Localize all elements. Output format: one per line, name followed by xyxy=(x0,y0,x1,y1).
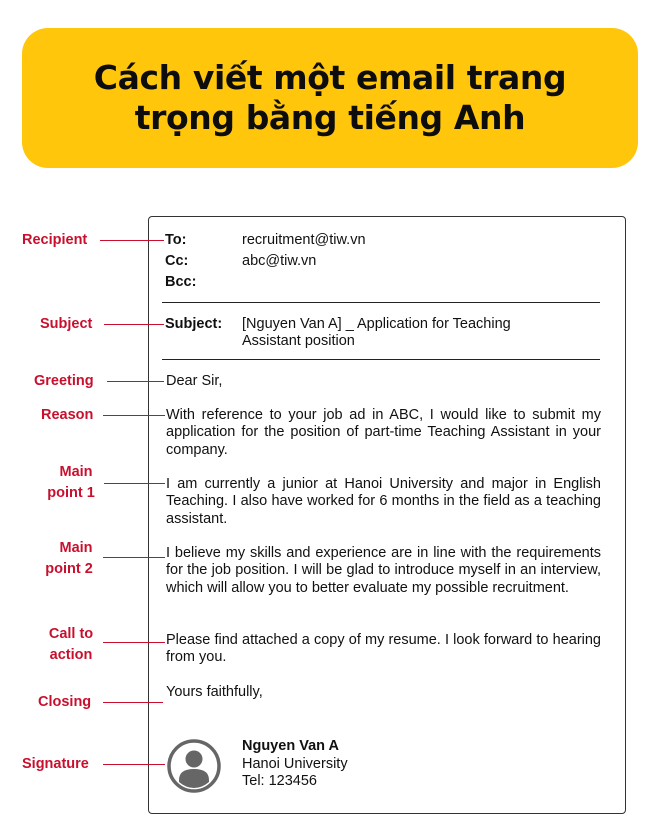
connector-subject xyxy=(104,324,164,325)
closing-text: Yours faithfully, xyxy=(166,684,263,700)
to-label: To: xyxy=(165,232,187,248)
label-greeting: Greeting xyxy=(34,373,94,389)
signature-organization: Hanoi University xyxy=(242,756,348,772)
subject-divider xyxy=(162,359,600,360)
label-main-point-2-line-1: Main xyxy=(59,540,93,556)
connector-greeting xyxy=(107,381,164,382)
connector-signature xyxy=(103,764,165,765)
connector-closing xyxy=(103,702,163,703)
user-avatar-icon xyxy=(166,738,222,794)
label-recipient: Recipient xyxy=(22,232,88,248)
connector-call-to-action xyxy=(103,642,165,643)
label-signature: Signature xyxy=(22,756,89,772)
connector-recipient xyxy=(100,240,164,241)
label-main-point-1-line-1: Main xyxy=(59,464,93,480)
bcc-label: Bcc: xyxy=(165,274,197,290)
connector-main-point-2 xyxy=(103,557,165,558)
cc-value: abc@tiw.vn xyxy=(242,253,317,269)
label-main-point-1-line-2: point 1 xyxy=(47,485,95,501)
call-to-action-paragraph: Please find attached a copy of my resume. I look forward to hearing from you. xyxy=(166,632,601,666)
label-closing: Closing xyxy=(38,694,92,710)
connector-main-point-1 xyxy=(104,483,165,484)
main-point-2-paragraph: I believe my skills and experience are in line with the requirements for the job position. I will be glad to introduce myself in an interview, which will allow you to better evaluate my possible recruitment. xyxy=(166,545,601,596)
main-point-1-paragraph: I am currently a junior at Hanoi University and major in English Teaching. I also have worked for 6 months in the field as a teaching assistant. xyxy=(166,476,601,527)
label-reason: Reason xyxy=(41,407,94,423)
title-line-1: Cách viết một email trang xyxy=(93,58,567,97)
label-call-to-action-line-1: Call to xyxy=(48,626,94,642)
greeting-text: Dear Sir, xyxy=(166,373,223,389)
signature-name: Nguyen Van A xyxy=(242,738,339,754)
cc-label: Cc: xyxy=(165,253,189,269)
label-call-to-action-line-2: action xyxy=(49,647,93,663)
subject-value-line-2: Assistant position xyxy=(242,333,355,349)
subject-value-line-1: [Nguyen Van A] _ Application for Teaching xyxy=(242,316,511,332)
to-value: recruitment@tiw.vn xyxy=(242,232,366,248)
header-divider xyxy=(162,302,600,303)
connector-reason xyxy=(103,415,165,416)
reason-paragraph: With reference to your job ad in ABC, I would like to submit my application for the position of part-time Teaching Assistant in your company. xyxy=(166,407,601,458)
title-banner xyxy=(22,28,638,168)
subject-label: Subject: xyxy=(165,316,223,332)
label-subject: Subject xyxy=(40,316,93,332)
title-line-2: trọng bằng tiếng Anh xyxy=(134,98,526,137)
label-main-point-2-line-2: point 2 xyxy=(45,561,93,577)
signature-phone: Tel: 123456 xyxy=(242,773,317,789)
